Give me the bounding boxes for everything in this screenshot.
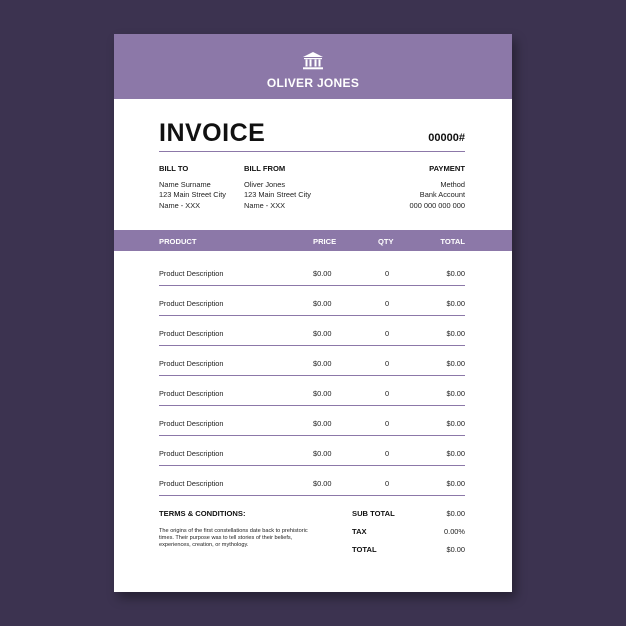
tax-label: TAX: [352, 527, 367, 536]
header-total: TOTAL: [440, 237, 465, 246]
row-qty: 0: [384, 449, 390, 458]
row-total: $0.00: [446, 329, 465, 338]
row-divider: [159, 345, 465, 346]
row-price: $0.00: [313, 299, 332, 308]
row-divider: [159, 465, 465, 466]
row-divider: [159, 435, 465, 436]
payment-label: PAYMENT: [429, 164, 465, 173]
row-price: $0.00: [313, 389, 332, 398]
table-row: [114, 407, 512, 437]
table-row: [114, 437, 512, 467]
total-value: $0.00: [446, 545, 465, 554]
row-qty: 0: [384, 389, 390, 398]
payment-method: Method: [440, 179, 465, 189]
row-total: $0.00: [446, 269, 465, 278]
row-total: $0.00: [446, 419, 465, 428]
table-row: [114, 377, 512, 407]
row-price: $0.00: [313, 269, 332, 278]
row-divider: [159, 315, 465, 316]
row-description: Product Description: [159, 479, 224, 488]
row-qty: 0: [384, 269, 390, 278]
table-row: [114, 347, 512, 377]
total-label: TOTAL: [352, 545, 377, 554]
terms-heading: TERMS & CONDITIONS:: [159, 509, 246, 518]
row-qty: 0: [384, 299, 390, 308]
row-description: Product Description: [159, 269, 224, 278]
row-description: Product Description: [159, 419, 224, 428]
header-product: PRODUCT: [159, 237, 197, 246]
row-total: $0.00: [446, 449, 465, 458]
row-price: $0.00: [313, 449, 332, 458]
subtotal-value: $0.00: [446, 509, 465, 518]
row-qty: 0: [384, 359, 390, 368]
bill-to-name: Name Surname: [159, 179, 211, 189]
row-price: $0.00: [313, 479, 332, 488]
row-qty: 0: [384, 329, 390, 338]
tax-value: 0.00%: [444, 527, 465, 536]
bank-building-icon: [303, 52, 323, 70]
row-description: Product Description: [159, 449, 224, 458]
bill-from-label: BILL FROM: [244, 164, 286, 173]
table-row: [114, 257, 512, 287]
row-total: $0.00: [446, 479, 465, 488]
row-qty: 0: [384, 419, 390, 428]
invoice-title: INVOICE: [159, 119, 266, 147]
table-row: [114, 287, 512, 317]
row-description: Product Description: [159, 299, 224, 308]
bill-to-extra: Name - XXX: [159, 200, 201, 210]
row-divider: [159, 375, 465, 376]
row-total: $0.00: [446, 299, 465, 308]
invoice-number: 00000#: [428, 132, 465, 144]
table-row: [114, 317, 512, 347]
row-divider: [159, 495, 465, 496]
bill-to-label: BILL TO: [159, 164, 189, 173]
bill-from-address: 123 Main Street City: [244, 190, 311, 199]
bill-from-name: Oliver Jones: [244, 179, 286, 189]
invoice-page: [114, 34, 512, 592]
subtotal-label: SUB TOTAL: [352, 509, 395, 518]
table-row: [114, 467, 512, 497]
row-price: $0.00: [313, 419, 332, 428]
row-description: Product Description: [159, 389, 224, 398]
header-qty: QTY: [378, 237, 394, 246]
row-total: $0.00: [446, 389, 465, 398]
divider: [159, 151, 465, 152]
bill-from-block: [244, 164, 311, 211]
payment-account: 000 000 000 000: [409, 200, 465, 210]
terms-text: The origins of the first constellations date back to prehistoric times. Their purpose was to tell stories of their beliefs, experiences, creation, or mythology.: [159, 528, 308, 549]
payment-bank: Bank Account: [419, 190, 465, 199]
bill-to-block: [159, 164, 226, 211]
bill-from-extra: Name - XXX: [244, 200, 286, 210]
row-description: Product Description: [159, 359, 224, 368]
row-price: $0.00: [313, 359, 332, 368]
row-total: $0.00: [446, 359, 465, 368]
row-qty: 0: [384, 479, 390, 488]
row-divider: [159, 285, 465, 286]
company-name: OLIVER JONES: [266, 76, 360, 90]
row-divider: [159, 405, 465, 406]
row-price: $0.00: [313, 329, 332, 338]
row-description: Product Description: [159, 329, 224, 338]
header-price: PRICE: [313, 237, 337, 246]
bill-to-address: 123 Main Street City: [159, 190, 226, 199]
payment-block: [410, 164, 465, 211]
